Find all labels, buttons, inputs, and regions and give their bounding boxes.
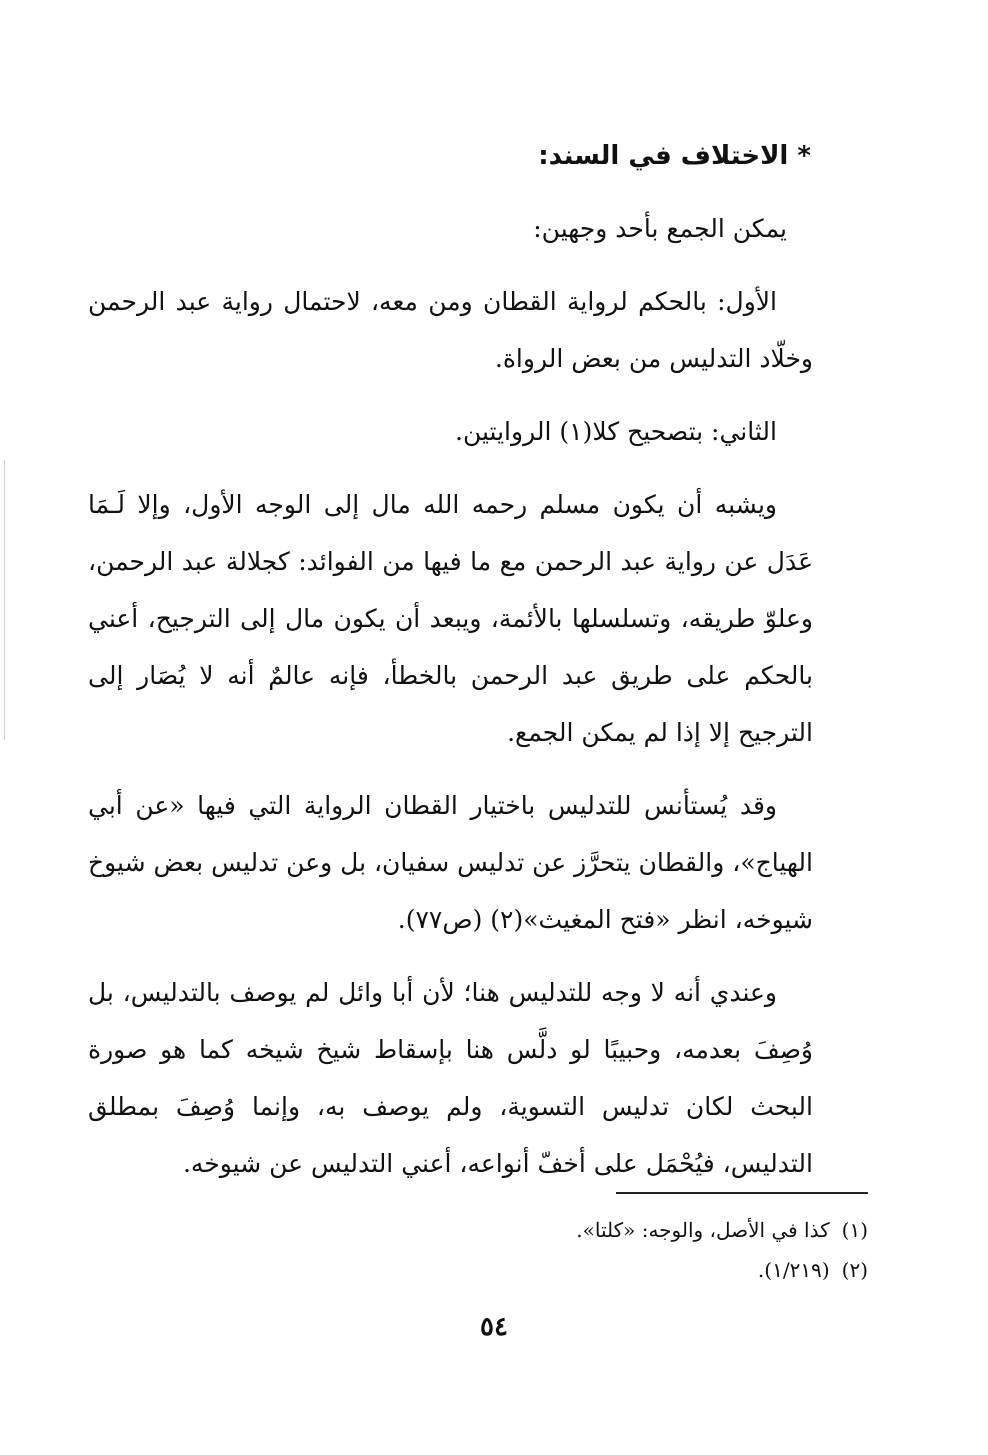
main-text bbox=[88, 126, 813, 1208]
footnote-number: (١) bbox=[841, 1218, 868, 1242]
paragraph: يمكن الجمع بأحد وجهين: bbox=[533, 214, 787, 243]
footnote-text: كذا في الأصل، والوجه: «كلتا». bbox=[576, 1218, 830, 1242]
page-number: ٥٤ bbox=[480, 1312, 508, 1342]
paragraph: الثاني: بتصحيح كلا(١) الروايتين. bbox=[455, 417, 777, 446]
scan-margin-line bbox=[4, 460, 5, 740]
footnote bbox=[88, 1250, 868, 1290]
paragraph: ويشبه أن يكون مسلم رحمه الله مال إلى الوجه الأول، وإلا لَـمَا عَدَل عن رواية عبد الرحمن مع ما فيها من الفوائد: كجلالة عبد الرحمن، وعلوّ طريقه، وتسلسلها بالأئمة، ويبعد أن يكون مال إلى الترجيح، أعني بالحكم على طريق عبد الرحمن بالخطأ، فإنه عالمٌ أنه لا يُصَار إلى الترجيح إلا إذا لم يمكن الجمع. bbox=[88, 490, 813, 747]
paragraph: وقد يُستأنس للتدليس باختيار القطان الرواية التي فيها «عن أبي الهياج»، والقطان يتحرَّز عن تدليس سفيان، بل وعن تدليس بعض شيوخ شيوخه، انظر «فتح المغيث»(٢) (ص٧٧). bbox=[88, 791, 813, 934]
footnote-text: (١/٢١٩). bbox=[757, 1258, 830, 1282]
footnote-divider bbox=[616, 1192, 868, 1194]
footnotes bbox=[88, 1210, 868, 1290]
footnote bbox=[88, 1210, 868, 1250]
paragraph: وعندي أنه لا وجه للتدليس هنا؛ لأن أبا وائل لم يوصف بالتدليس، بل وُصِفَ بعدمه، وحبيبًا لو دلَّس هنا بإسقاط شيخ شيخه كما هو صورة البحث لكان تدليس التسوية، ولم يوصف به، وإنما وُصِفَ بمطلق التدليس، فيُحْمَل على أخفّ أنواعه، أعني التدليس عن شيوخه. bbox=[88, 978, 813, 1178]
section-heading: * الاختلاف في السند: bbox=[538, 141, 811, 171]
paragraph: الأول: بالحكم لرواية القطان ومن معه، لاحتمال رواية عبد الرحمن وخلّاد التدليس من بعض الرواة. bbox=[88, 287, 813, 373]
footnote-number: (٢) bbox=[841, 1258, 868, 1282]
